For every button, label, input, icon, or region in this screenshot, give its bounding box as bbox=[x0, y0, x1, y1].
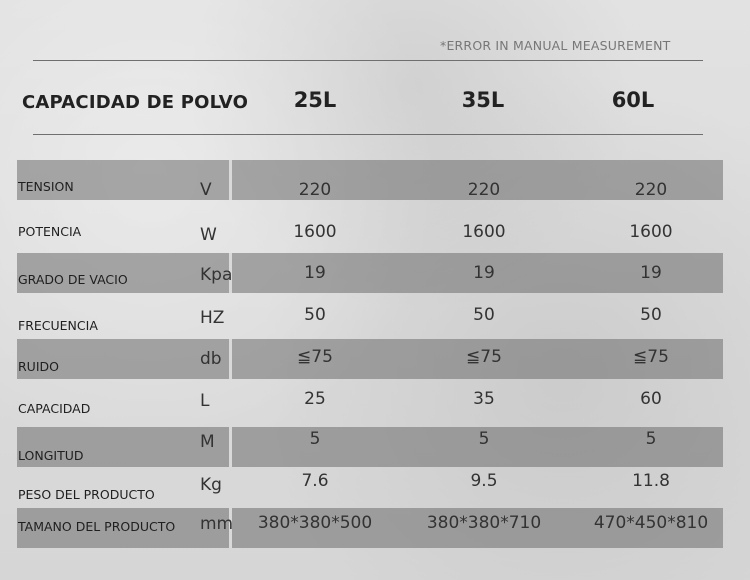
measurement-note: *ERROR IN MANUAL MEASUREMENT bbox=[440, 38, 671, 53]
value-60l: 60 bbox=[640, 389, 662, 409]
header-divider bbox=[33, 134, 703, 135]
value-35l: 1600 bbox=[462, 222, 506, 242]
capacity-header-label: CAPACIDAD DE POLVO bbox=[22, 92, 249, 113]
row-unit: HZ bbox=[200, 308, 225, 328]
value-25l: 19 bbox=[304, 263, 326, 283]
value-25l: 50 bbox=[304, 305, 326, 325]
spec-row-longitud bbox=[17, 427, 723, 467]
row-label: LONGITUD bbox=[18, 448, 84, 463]
value-60l: 11.8 bbox=[632, 471, 670, 491]
row-unit: db bbox=[200, 349, 222, 369]
capacity-header-60l: 60L bbox=[611, 88, 655, 112]
spec-row-peso-del-producto bbox=[17, 468, 723, 508]
row-unit: Kg bbox=[200, 475, 222, 495]
row-label: FRECUENCIA bbox=[18, 318, 98, 333]
spec-row-ruido bbox=[17, 339, 723, 379]
capacity-header-25l: 25L bbox=[293, 88, 337, 112]
spec-row-potencia bbox=[17, 205, 723, 245]
row-label: RUIDO bbox=[18, 359, 59, 374]
value-25l: 5 bbox=[309, 429, 321, 449]
value-60l: ≦75 bbox=[633, 347, 669, 367]
value-25l: 25 bbox=[304, 389, 326, 409]
value-35l: 50 bbox=[473, 305, 495, 325]
row-unit: V bbox=[200, 180, 212, 200]
row-label: TAMANO DEL PRODUCTO bbox=[18, 519, 176, 534]
row-unit: L bbox=[200, 391, 210, 411]
value-35l: 5 bbox=[478, 429, 490, 449]
row-unit: Kpa bbox=[200, 265, 233, 285]
value-25l: 380*380*500 bbox=[257, 513, 373, 533]
row-label: CAPACIDAD bbox=[18, 401, 91, 416]
value-35l: 19 bbox=[473, 263, 495, 283]
value-35l: 35 bbox=[473, 389, 495, 409]
row-label: POTENCIA bbox=[18, 224, 82, 239]
row-label: GRADO DE VACIO bbox=[18, 272, 128, 287]
value-25l: 1600 bbox=[293, 222, 337, 242]
row-gap bbox=[229, 160, 232, 200]
row-label: TENSION bbox=[18, 179, 74, 194]
row-gap bbox=[229, 427, 232, 467]
spec-row-tamano-del-producto bbox=[17, 508, 723, 548]
value-25l: 7.6 bbox=[301, 471, 329, 491]
value-35l: 9.5 bbox=[470, 471, 498, 491]
value-60l: 220 bbox=[634, 180, 668, 200]
spec-row-frecuencia bbox=[17, 298, 723, 338]
spec-row-tension bbox=[17, 160, 723, 200]
capacity-header-35l: 35L bbox=[461, 88, 505, 112]
row-unit: mm bbox=[200, 514, 234, 534]
value-35l: 220 bbox=[467, 180, 501, 200]
value-25l: 220 bbox=[298, 180, 332, 200]
row-gap bbox=[229, 339, 232, 379]
value-25l: ≦75 bbox=[297, 347, 333, 367]
value-60l: 470*450*810 bbox=[593, 513, 709, 533]
spec-row-capacidad bbox=[17, 383, 723, 423]
top-divider bbox=[33, 60, 703, 61]
value-60l: 5 bbox=[645, 429, 657, 449]
spec-row-grado-de-vacio bbox=[17, 253, 723, 293]
row-unit: W bbox=[200, 225, 217, 245]
value-60l: 1600 bbox=[629, 222, 673, 242]
value-35l: 380*380*710 bbox=[426, 513, 542, 533]
row-unit: M bbox=[200, 432, 215, 452]
value-60l: 19 bbox=[640, 263, 662, 283]
value-35l: ≦75 bbox=[466, 347, 502, 367]
row-label: PESO DEL PRODUCTO bbox=[18, 487, 155, 502]
value-60l: 50 bbox=[640, 305, 662, 325]
